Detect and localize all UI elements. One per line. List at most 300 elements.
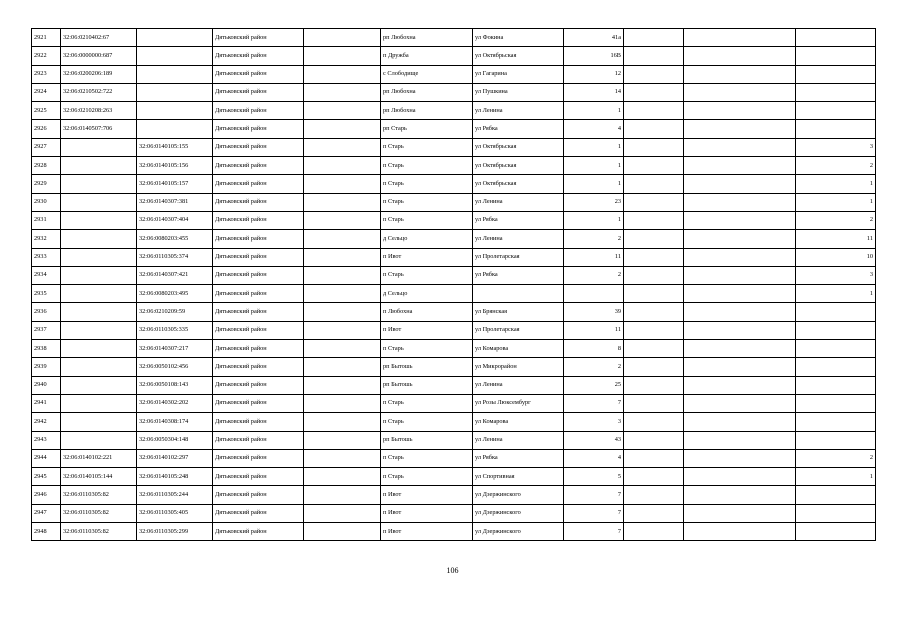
cell-municipality (304, 211, 381, 229)
cell-house-number: 2 (564, 230, 624, 248)
cell-cadastral-number (61, 138, 137, 156)
cell-row-number: 2939 (32, 358, 61, 376)
cell-district: Дятьковский район (213, 358, 304, 376)
cell-row-number: 2942 (32, 413, 61, 431)
cell-municipality (304, 193, 381, 211)
cell-apartment (684, 358, 796, 376)
table-row (32, 83, 876, 101)
cell-district: Дятьковский район (213, 138, 304, 156)
table-row (32, 175, 876, 193)
cell-district: Дятьковский район (213, 285, 304, 303)
cell-apartment (684, 193, 796, 211)
table-row (32, 102, 876, 120)
cell-house-number: 39 (564, 303, 624, 321)
table-row (32, 486, 876, 504)
cell-row-number: 2944 (32, 449, 61, 467)
cell-cadastral-number-2 (137, 47, 213, 65)
cell-building (624, 120, 684, 138)
cell-settlement: п Старь (381, 157, 473, 175)
cell-house-number: 5 (564, 468, 624, 486)
table-row (32, 157, 876, 175)
cell-cadastral-number: 32:06:0210402:67 (61, 29, 137, 47)
cell-settlement: рп Бытошь (381, 431, 473, 449)
cell-building (624, 138, 684, 156)
cell-municipality (304, 230, 381, 248)
cell-row-number: 2928 (32, 157, 61, 175)
cell-building (624, 413, 684, 431)
cell-house-number: 16В (564, 47, 624, 65)
cell-premise-number: 1 (796, 468, 876, 486)
cell-cadastral-number-2: 32:06:0140105:248 (137, 468, 213, 486)
table-row (32, 29, 876, 47)
cell-settlement: п Ивот (381, 486, 473, 504)
cell-municipality (304, 449, 381, 467)
cell-house-number: 1 (564, 175, 624, 193)
cell-street: ул Рябка (473, 211, 564, 229)
cell-street: ул Спортивная (473, 468, 564, 486)
cell-district: Дятьковский район (213, 449, 304, 467)
cell-cadastral-number (61, 193, 137, 211)
cell-cadastral-number: 32:06:0110305:82 (61, 486, 137, 504)
cell-municipality (304, 285, 381, 303)
cell-building (624, 83, 684, 101)
cell-apartment (684, 449, 796, 467)
table-row (32, 47, 876, 65)
cell-cadastral-number (61, 413, 137, 431)
cell-cadastral-number-2: 32:06:0140105:157 (137, 175, 213, 193)
cell-street: ул Октябрьская (473, 138, 564, 156)
table-row (32, 65, 876, 83)
cell-settlement: рп Любохна (381, 29, 473, 47)
cell-cadastral-number (61, 394, 137, 412)
cell-premise-number (796, 65, 876, 83)
cell-building (624, 29, 684, 47)
cell-municipality (304, 303, 381, 321)
cell-house-number: 1 (564, 138, 624, 156)
cell-municipality (304, 266, 381, 284)
cell-settlement: п Старь (381, 266, 473, 284)
cell-cadastral-number: 32:06:0140105:144 (61, 468, 137, 486)
cell-building (624, 358, 684, 376)
table-row (32, 120, 876, 138)
cell-apartment (684, 65, 796, 83)
cell-district: Дятьковский район (213, 29, 304, 47)
cell-settlement: п Старь (381, 193, 473, 211)
cell-cadastral-number (61, 285, 137, 303)
cell-house-number: 7 (564, 504, 624, 522)
cell-row-number: 2934 (32, 266, 61, 284)
cell-building (624, 175, 684, 193)
cell-street: ул Пролетарская (473, 248, 564, 266)
table-row (32, 303, 876, 321)
cell-cadastral-number (61, 266, 137, 284)
cell-cadastral-number-2: 32:06:0140307:421 (137, 266, 213, 284)
cell-district: Дятьковский район (213, 248, 304, 266)
cell-cadastral-number-2 (137, 102, 213, 120)
cell-row-number: 2924 (32, 83, 61, 101)
cell-row-number: 2933 (32, 248, 61, 266)
cell-district: Дятьковский район (213, 193, 304, 211)
cell-municipality (304, 29, 381, 47)
cell-building (624, 211, 684, 229)
cell-cadastral-number-2: 32:06:0140307:217 (137, 340, 213, 358)
cell-municipality (304, 248, 381, 266)
cell-street: ул Рябка (473, 266, 564, 284)
cell-municipality (304, 413, 381, 431)
cell-municipality (304, 340, 381, 358)
cell-house-number: 43 (564, 431, 624, 449)
cell-municipality (304, 65, 381, 83)
cell-settlement: п Любохна (381, 303, 473, 321)
table-body (32, 29, 876, 541)
cell-municipality (304, 157, 381, 175)
cell-premise-number: 2 (796, 211, 876, 229)
cell-cadastral-number-2: 32:06:0110305:244 (137, 486, 213, 504)
cell-district: Дятьковский район (213, 47, 304, 65)
cell-cadastral-number-2: 32:06:0050102:456 (137, 358, 213, 376)
cell-apartment (684, 523, 796, 541)
cell-settlement: п Ивот (381, 248, 473, 266)
cell-house-number: 23 (564, 193, 624, 211)
cell-building (624, 47, 684, 65)
cell-house-number: 2 (564, 266, 624, 284)
cell-apartment (684, 266, 796, 284)
cell-premise-number: 10 (796, 248, 876, 266)
cell-building (624, 468, 684, 486)
cell-cadastral-number-2: 32:06:0110305:299 (137, 523, 213, 541)
cell-apartment (684, 376, 796, 394)
page-number: 106 (446, 566, 459, 575)
cell-premise-number (796, 504, 876, 522)
cell-building (624, 431, 684, 449)
cell-building (624, 285, 684, 303)
cell-settlement: п Старь (381, 211, 473, 229)
cell-house-number: 7 (564, 394, 624, 412)
cell-municipality (304, 468, 381, 486)
cell-settlement: д Сельцо (381, 285, 473, 303)
cell-row-number: 2931 (32, 211, 61, 229)
table-row (32, 523, 876, 541)
cell-cadastral-number-2: 32:06:0080203:495 (137, 285, 213, 303)
cell-house-number: 7 (564, 523, 624, 541)
cell-building (624, 376, 684, 394)
cell-house-number: 41а (564, 29, 624, 47)
cell-row-number: 2922 (32, 47, 61, 65)
cell-premise-number (796, 523, 876, 541)
cell-street: ул Дзержинского (473, 523, 564, 541)
cell-house-number: 2 (564, 358, 624, 376)
cell-cadastral-number-2: 32:06:0140105:156 (137, 157, 213, 175)
cell-district: Дятьковский район (213, 431, 304, 449)
cell-street: ул Комарова (473, 413, 564, 431)
cell-premise-number (796, 120, 876, 138)
cell-building (624, 523, 684, 541)
cell-cadastral-number: 32:06:0210502:722 (61, 83, 137, 101)
cell-cadastral-number (61, 431, 137, 449)
cell-street: ул Пушкина (473, 83, 564, 101)
cell-house-number: 4 (564, 449, 624, 467)
cell-settlement: п Старь (381, 413, 473, 431)
cell-apartment (684, 413, 796, 431)
table-row (32, 340, 876, 358)
table-row (32, 468, 876, 486)
cell-house-number: 1 (564, 102, 624, 120)
cell-apartment (684, 431, 796, 449)
cell-district: Дятьковский район (213, 303, 304, 321)
cell-building (624, 449, 684, 467)
cell-municipality (304, 376, 381, 394)
cell-street: ул Рябка (473, 120, 564, 138)
cell-street: ул Ленина (473, 102, 564, 120)
cell-house-number: 1 (564, 211, 624, 229)
cell-apartment (684, 211, 796, 229)
table-row (32, 413, 876, 431)
cell-building (624, 65, 684, 83)
cell-district: Дятьковский район (213, 83, 304, 101)
cell-street: ул Пролетарская (473, 321, 564, 339)
cell-district: Дятьковский район (213, 65, 304, 83)
cell-settlement: рп Старь (381, 120, 473, 138)
cell-premise-number: 3 (796, 138, 876, 156)
cell-cadastral-number-2 (137, 65, 213, 83)
cell-cadastral-number-2: 32:06:0110305:374 (137, 248, 213, 266)
cell-street: ул Фокина (473, 29, 564, 47)
cell-cadastral-number (61, 175, 137, 193)
cell-building (624, 157, 684, 175)
cell-cadastral-number: 32:06:0210208:263 (61, 102, 137, 120)
cell-house-number: 1 (564, 157, 624, 175)
cell-premise-number (796, 47, 876, 65)
cell-settlement: рп Бытошь (381, 358, 473, 376)
cell-municipality (304, 138, 381, 156)
cell-district: Дятьковский район (213, 340, 304, 358)
cell-premise-number (796, 486, 876, 504)
cell-premise-number (796, 303, 876, 321)
cell-street: ул Октябрьская (473, 47, 564, 65)
cell-apartment (684, 486, 796, 504)
cell-apartment (684, 321, 796, 339)
cell-premise-number: 3 (796, 266, 876, 284)
cell-district: Дятьковский район (213, 102, 304, 120)
cell-house-number (564, 285, 624, 303)
cell-municipality (304, 102, 381, 120)
cell-premise-number (796, 376, 876, 394)
cell-district: Дятьковский район (213, 504, 304, 522)
cell-municipality (304, 83, 381, 101)
cell-cadastral-number-2: 32:06:0140308:174 (137, 413, 213, 431)
cell-cadastral-number-2: 32:06:0140105:155 (137, 138, 213, 156)
cell-row-number: 2945 (32, 468, 61, 486)
cell-house-number: 8 (564, 340, 624, 358)
cell-settlement: д Сельцо (381, 230, 473, 248)
cell-building (624, 230, 684, 248)
cell-municipality (304, 358, 381, 376)
cell-house-number: 3 (564, 413, 624, 431)
cell-municipality (304, 321, 381, 339)
cell-row-number: 2936 (32, 303, 61, 321)
cell-cadastral-number (61, 358, 137, 376)
cell-cadastral-number: 32:06:0140102:221 (61, 449, 137, 467)
cell-settlement: п Старь (381, 175, 473, 193)
cell-row-number: 2932 (32, 230, 61, 248)
cell-building (624, 340, 684, 358)
cell-apartment (684, 394, 796, 412)
cell-street: ул Брянская (473, 303, 564, 321)
cell-street: ул Микрорайон (473, 358, 564, 376)
cell-cadastral-number-2 (137, 29, 213, 47)
cell-cadastral-number: 32:06:0000000:687 (61, 47, 137, 65)
table-row (32, 211, 876, 229)
cell-premise-number (796, 431, 876, 449)
registry-table (31, 28, 876, 541)
cell-district: Дятьковский район (213, 468, 304, 486)
cell-premise-number (796, 394, 876, 412)
cell-building (624, 321, 684, 339)
cell-apartment (684, 138, 796, 156)
cell-street: ул Комарова (473, 340, 564, 358)
cell-cadastral-number-2: 32:06:0110305:405 (137, 504, 213, 522)
cell-house-number: 11 (564, 321, 624, 339)
table-row (32, 449, 876, 467)
cell-municipality (304, 175, 381, 193)
cell-cadastral-number-2: 32:06:0080203:455 (137, 230, 213, 248)
cell-settlement: п Дружба (381, 47, 473, 65)
cell-row-number: 2929 (32, 175, 61, 193)
cell-apartment (684, 29, 796, 47)
cell-district: Дятьковский район (213, 321, 304, 339)
table-row (32, 376, 876, 394)
cell-district: Дятьковский район (213, 266, 304, 284)
cell-apartment (684, 303, 796, 321)
cell-apartment (684, 285, 796, 303)
table-row (32, 358, 876, 376)
cell-settlement: п Ивот (381, 523, 473, 541)
cell-row-number: 2925 (32, 102, 61, 120)
cell-cadastral-number: 32:06:0140507:706 (61, 120, 137, 138)
cell-building (624, 504, 684, 522)
cell-cadastral-number (61, 321, 137, 339)
cell-cadastral-number (61, 211, 137, 229)
cell-street: ул Ленина (473, 376, 564, 394)
cell-row-number: 2923 (32, 65, 61, 83)
cell-street: ул Ленина (473, 193, 564, 211)
cell-street: ул Рябка (473, 449, 564, 467)
cell-street: ул Ленина (473, 230, 564, 248)
cell-cadastral-number (61, 376, 137, 394)
cell-apartment (684, 175, 796, 193)
cell-settlement: рп Любохна (381, 83, 473, 101)
cell-cadastral-number: 32:06:0110305:82 (61, 504, 137, 522)
cell-row-number: 2948 (32, 523, 61, 541)
table-row (32, 230, 876, 248)
cell-cadastral-number (61, 230, 137, 248)
cell-apartment (684, 157, 796, 175)
cell-building (624, 266, 684, 284)
cell-row-number: 2940 (32, 376, 61, 394)
cell-building (624, 102, 684, 120)
cell-house-number: 7 (564, 486, 624, 504)
cell-cadastral-number-2: 32:06:0140102:297 (137, 449, 213, 467)
cell-street: ул Гагарина (473, 65, 564, 83)
table-row (32, 248, 876, 266)
cell-district: Дятьковский район (213, 413, 304, 431)
cell-municipality (304, 47, 381, 65)
cell-municipality (304, 394, 381, 412)
cell-cadastral-number: 32:06:0110305:82 (61, 523, 137, 541)
cell-apartment (684, 340, 796, 358)
cell-cadastral-number (61, 303, 137, 321)
cell-street: ул Октябрьская (473, 175, 564, 193)
cell-district: Дятьковский район (213, 376, 304, 394)
cell-cadastral-number (61, 248, 137, 266)
cell-row-number: 2943 (32, 431, 61, 449)
cell-cadastral-number-2: 32:06:0050108:143 (137, 376, 213, 394)
cell-district: Дятьковский район (213, 157, 304, 175)
cell-district: Дятьковский район (213, 394, 304, 412)
cell-row-number: 2947 (32, 504, 61, 522)
cell-cadastral-number: 32:06:0200206:189 (61, 65, 137, 83)
cell-district: Дятьковский район (213, 211, 304, 229)
cell-street: ул Дзержинского (473, 486, 564, 504)
cell-apartment (684, 47, 796, 65)
cell-row-number: 2935 (32, 285, 61, 303)
cell-street: ул Розы Люксембург (473, 394, 564, 412)
cell-cadastral-number-2: 32:06:0140307:404 (137, 211, 213, 229)
cell-building (624, 248, 684, 266)
cell-premise-number: 11 (796, 230, 876, 248)
cell-building (624, 193, 684, 211)
cell-premise-number: 1 (796, 175, 876, 193)
cell-settlement: п Старь (381, 449, 473, 467)
cell-district: Дятьковский район (213, 486, 304, 504)
cell-municipality (304, 504, 381, 522)
cell-settlement: п Старь (381, 394, 473, 412)
cell-premise-number (796, 340, 876, 358)
cell-premise-number: 2 (796, 449, 876, 467)
cell-building (624, 303, 684, 321)
table-row (32, 266, 876, 284)
cell-municipality (304, 120, 381, 138)
cell-settlement: п Ивот (381, 321, 473, 339)
cell-row-number: 2921 (32, 29, 61, 47)
cell-premise-number: 1 (796, 285, 876, 303)
table-row (32, 193, 876, 211)
cell-cadastral-number-2: 32:06:0140302:202 (137, 394, 213, 412)
cell-settlement: рп Бытошь (381, 376, 473, 394)
cell-apartment (684, 120, 796, 138)
table-row (32, 504, 876, 522)
cell-district: Дятьковский район (213, 175, 304, 193)
cell-premise-number (796, 29, 876, 47)
cell-house-number: 12 (564, 65, 624, 83)
cell-apartment (684, 83, 796, 101)
cell-cadastral-number-2: 32:06:0050304:148 (137, 431, 213, 449)
cell-house-number: 11 (564, 248, 624, 266)
cell-row-number: 2926 (32, 120, 61, 138)
cell-municipality (304, 523, 381, 541)
cell-row-number: 2930 (32, 193, 61, 211)
cell-premise-number (796, 83, 876, 101)
cell-street (473, 285, 564, 303)
cell-row-number: 2938 (32, 340, 61, 358)
cell-apartment (684, 230, 796, 248)
cell-municipality (304, 486, 381, 504)
cell-municipality (304, 431, 381, 449)
cell-premise-number (796, 358, 876, 376)
cell-settlement: п Старь (381, 138, 473, 156)
cell-row-number: 2946 (32, 486, 61, 504)
cell-premise-number: 1 (796, 193, 876, 211)
